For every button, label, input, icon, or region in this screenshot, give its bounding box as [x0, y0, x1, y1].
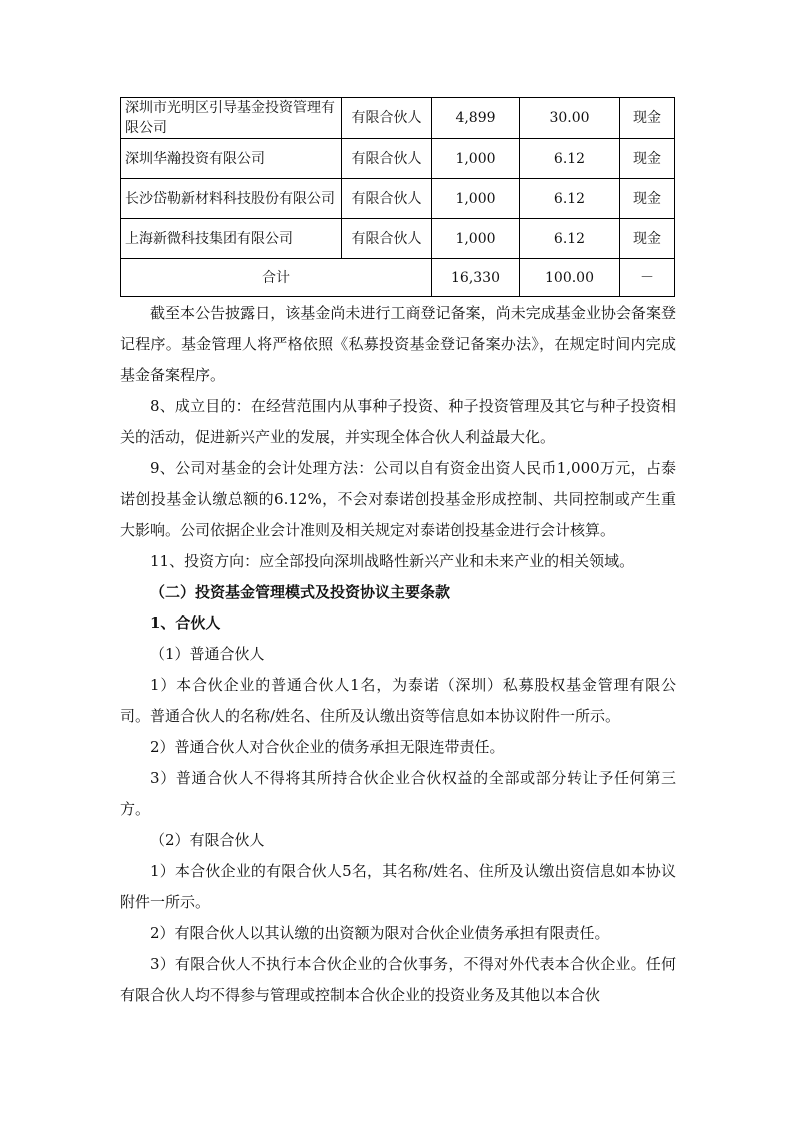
amount-cell: 1,000	[432, 219, 520, 259]
total-method-cell: －	[620, 259, 675, 297]
filing-status-paragraph: 截至本公告披露日，该基金尚未进行工商登记备案，尚未完成基金业协会备案登记程序。基金管理人将严格依照《私募投资基金登记备案办法》，在规定时间内完成基金备案程序。	[120, 304, 676, 384]
total-amount-cell: 16,330	[432, 259, 520, 297]
partner-name-cell: 深圳市光明区引导基金投资管理有限公司	[121, 98, 342, 139]
lp-clause-1: 1）本合伙企业的有限合伙人5名，其名称/姓名、住所及认缴出资信息如本协议附件一所示。	[120, 862, 676, 911]
table-row	[121, 219, 675, 259]
limited-partner-heading: （2）有限合伙人	[150, 831, 265, 849]
lp-clause-2: 2）有限合伙人以其认缴的出资额为限对合伙企业债务承担有限责任。	[150, 924, 610, 942]
total-label-cell: 合计	[121, 259, 432, 297]
partner-name-cell: 上海新微科技集团有限公司	[121, 219, 342, 259]
partner-type-cell: 有限合伙人	[342, 139, 432, 179]
partner-name-cell: 深圳华瀚投资有限公司	[121, 139, 342, 179]
method-cell: 现金	[620, 219, 675, 259]
partner-type-cell: 有限合伙人	[342, 179, 432, 219]
amount-cell: 4,899	[432, 98, 520, 139]
method-cell: 现金	[620, 179, 675, 219]
subsection-heading: 1、合伙人	[150, 614, 221, 632]
method-cell: 现金	[620, 98, 675, 139]
method-cell: 现金	[620, 139, 675, 179]
table-row	[121, 98, 675, 139]
partner-contribution-table	[120, 97, 675, 297]
investment-direction-paragraph: 11、投资方向：应全部投向深圳战略性新兴产业和未来产业的相关领域。	[150, 552, 635, 570]
table-row	[121, 179, 675, 219]
gp-clause-2: 2）普通合伙人对合伙企业的债务承担无限连带责任。	[150, 738, 505, 756]
gp-clause-1: 1）本合伙企业的普通合伙人1名，为泰诺（深圳）私募股权基金管理有限公司。普通合伙人的名称/姓名、住所及认缴出资等信息如本协议附件一所示。	[120, 676, 676, 725]
amount-cell: 1,000	[432, 179, 520, 219]
table-row	[121, 139, 675, 179]
total-ratio-cell: 100.00	[520, 259, 620, 297]
ratio-cell: 6.12	[520, 179, 620, 219]
partner-name-cell: 长沙岱勒新材料科技股份有限公司	[121, 179, 342, 219]
purpose-paragraph: 8、成立目的：在经营范围内从事种子投资、种子投资管理及其它与种子投资相关的活动，促进新兴产业的发展，并实现全体合伙人利益最大化。	[120, 397, 676, 446]
gp-clause-3: 3）普通合伙人不得将其所持合伙企业合伙权益的全部或部分转让予任何第三方。	[120, 769, 676, 818]
accounting-paragraph: 9、公司对基金的会计处理方法：公司以自有资金出资人民币1,000万元，占泰诺创投基金认缴总额的6.12%，不会对泰诺创投基金形成控制、共同控制或产生重大影响。公司依据企业会计准则及相关规定对泰诺创投基金进行会计核算。	[120, 459, 676, 539]
partner-type-cell: 有限合伙人	[342, 98, 432, 139]
lp-clause-3: 3）有限合伙人不执行本合伙企业的合伙事务，不得对外代表本合伙企业。任何有限合伙人均不得参与管理或控制本合伙企业的投资业务及其他以本合伙	[120, 955, 676, 1004]
section-heading: （二）投资基金管理模式及投资协议主要条款	[150, 583, 451, 601]
general-partner-heading: （1）普通合伙人	[150, 645, 265, 663]
amount-cell: 1,000	[432, 139, 520, 179]
ratio-cell: 6.12	[520, 139, 620, 179]
partner-type-cell: 有限合伙人	[342, 219, 432, 259]
table-total-row	[121, 259, 675, 297]
ratio-cell: 6.12	[520, 219, 620, 259]
ratio-cell: 30.00	[520, 98, 620, 139]
